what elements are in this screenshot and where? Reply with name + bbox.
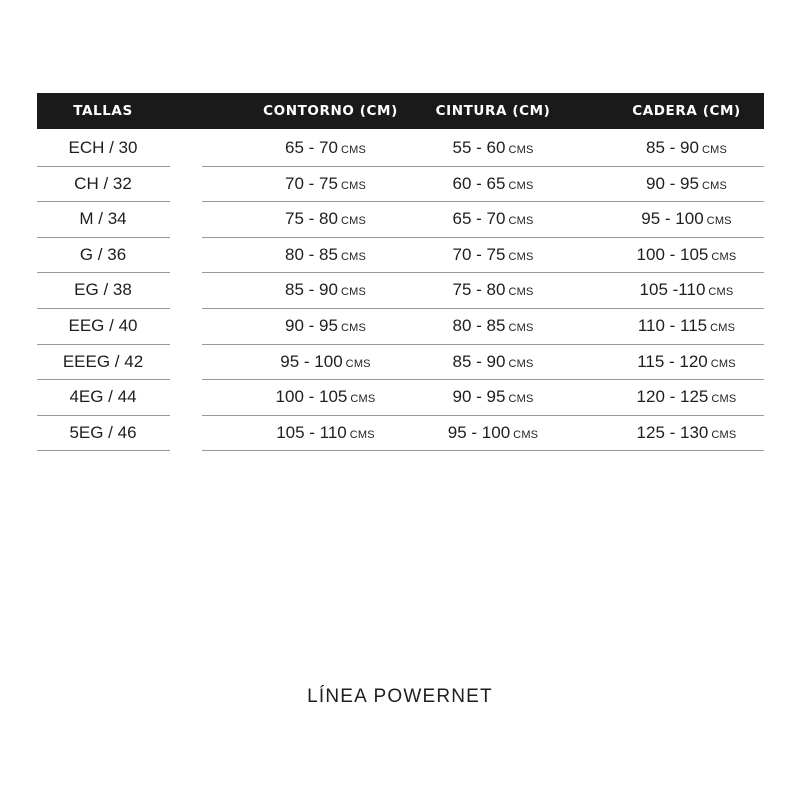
talla-cell [37,238,169,272]
header-tallas: TALLAS [73,103,133,119]
talla-cell [37,131,169,165]
cintura-cell-value: 60 - 65 [452,173,506,193]
contorno-cell-value: 85 - 90 [285,280,338,300]
unit-label: CMS [706,215,732,228]
cadera-cell-value: 90 - 95 [646,173,699,193]
talla-cell-value: ECH / 30 [68,138,138,157]
unit-label: CMS [508,357,534,370]
cadera-cell [609,273,764,307]
unit-label: CMS [711,428,737,441]
unit-label: CMS [508,250,534,263]
cintura-cell-value: 65 - 70 [452,209,506,229]
table-row [37,167,764,203]
talla-cell [37,309,169,343]
row-divider [37,450,170,451]
contorno-cell-value: 90 - 95 [285,316,338,335]
unit-label: CMS [508,393,534,406]
unit-label: CMS [340,286,366,299]
talla-cell-value: CH / 32 [74,173,132,193]
unit-label: CMS [340,322,366,334]
cintura-cell [382,309,604,343]
unit-label: CMS [340,215,366,228]
cintura-cell-value: 85 - 90 [452,351,506,371]
cadera-cell-value: 115 - 120 [637,351,708,371]
cadera-cell [609,380,764,414]
unit-label: CMS [711,393,737,406]
cintura-cell-value: 75 - 80 [452,280,506,300]
talla-cell [37,416,169,450]
contorno-cell-value: 75 - 80 [285,209,338,229]
table-row [37,345,764,381]
table-row [37,380,764,416]
cadera-cell-value: 120 - 125 [636,387,709,407]
cadera-cell-value: 125 - 130 [636,422,709,442]
cadera-cell [609,416,764,450]
table-row [37,273,764,309]
unit-label: CMS [508,215,534,228]
cintura-cell [382,131,604,165]
talla-cell [37,380,169,414]
contorno-cell-value: 65 - 70 [285,138,338,157]
cadera-cell [609,202,764,236]
line-title: LÍNEA POWERNET [307,686,493,707]
cintura-cell [382,202,604,236]
row-divider [202,450,764,451]
cadera-cell-value: 95 - 100 [641,209,704,229]
header-cintura: CINTURA (CM) [435,103,551,119]
unit-label: CMS [710,322,736,334]
contorno-cell-value: 70 - 75 [285,173,338,193]
cintura-cell [382,345,604,379]
table-row [37,238,764,274]
talla-cell-value: G / 36 [79,244,127,264]
cadera-cell-value: 85 - 90 [646,138,699,157]
unit-label: CMS [508,286,534,299]
talla-cell-value: EG / 38 [74,280,132,300]
unit-label: CMS [513,428,539,441]
cintura-cell [382,380,604,414]
table-row [37,416,764,452]
table-row [37,309,764,345]
talla-cell-value: EEG / 40 [68,316,138,335]
talla-cell [37,273,169,307]
contorno-cell-value: 100 - 105 [275,387,348,407]
unit-label: CMS [701,144,727,156]
cintura-cell-value: 95 - 100 [447,422,511,442]
unit-label: CMS [701,179,727,192]
cadera-cell-value: 105 -110 [639,280,706,300]
contorno-cell-value: 105 - 110 [276,422,347,442]
talla-cell [37,167,169,201]
unit-label: CMS [345,357,371,370]
unit-label: CMS [349,428,375,441]
talla-cell-value: M / 34 [79,209,127,229]
table-row [37,202,764,238]
cadera-cell-value: 100 - 105 [636,244,709,264]
unit-label: CMS [711,250,737,263]
cadera-cell [609,131,764,165]
cintura-cell-value: 55 - 60 [452,138,506,157]
talla-cell-value: 5EG / 46 [69,422,137,442]
unit-label: CMS [340,144,366,156]
cintura-cell [382,238,604,272]
cadera-cell [609,345,764,379]
cintura-cell [382,273,604,307]
cintura-cell-value: 90 - 95 [452,387,506,407]
cadera-cell [609,167,764,201]
unit-label: CMS [710,357,736,370]
table-header [37,93,764,129]
unit-label: CMS [508,322,534,334]
cintura-cell [382,416,604,450]
unit-label: CMS [350,393,376,406]
cadera-cell-value: 110 - 115 [637,316,708,335]
header-cadera: CADERA (CM) [632,103,741,119]
unit-label: CMS [508,179,534,192]
cintura-cell-value: 80 - 85 [452,316,506,335]
cintura-cell-value: 70 - 75 [452,244,506,264]
cadera-cell [609,238,764,272]
table-row [37,131,764,167]
header-contorno: CONTORNO (CM) [263,103,398,119]
cintura-cell [382,167,604,201]
talla-cell [37,202,169,236]
unit-label: CMS [340,250,366,263]
cadera-cell [609,309,764,343]
unit-label: CMS [340,179,366,192]
contorno-cell-value: 80 - 85 [285,244,338,264]
talla-cell-value: 4EG / 44 [69,387,137,407]
talla-cell [37,345,169,379]
talla-cell-value: EEEG / 42 [62,351,144,371]
unit-label: CMS [708,286,734,299]
contorno-cell-value: 95 - 100 [280,351,343,371]
unit-label: CMS [508,144,534,156]
